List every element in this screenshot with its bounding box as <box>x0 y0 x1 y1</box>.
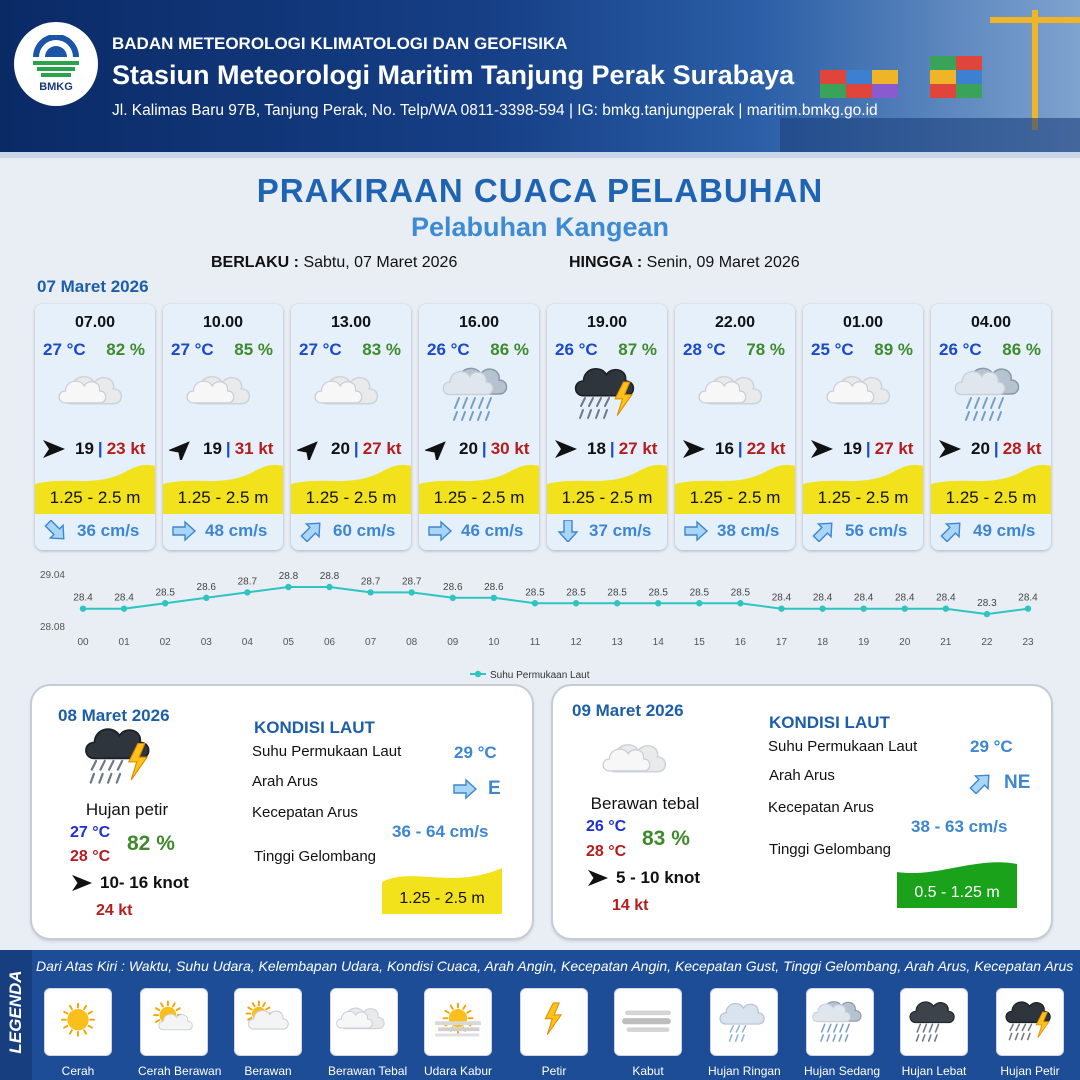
sst-chart <box>30 562 1060 687</box>
legend-label: Hujan Sedang <box>804 1064 881 1078</box>
card-current <box>43 518 153 544</box>
wind-direction-icon <box>169 438 195 460</box>
card-current-speed: 48 cm/s <box>205 521 268 540</box>
card-gust: 27 kt <box>874 439 914 458</box>
day2-wind-speed: 10- 16 knot <box>100 873 189 892</box>
card-humidity: 86 % <box>490 340 529 359</box>
x-tick-label: 11 <box>529 637 541 648</box>
current-arrow-icon <box>939 520 965 542</box>
x-tick-label: 01 <box>118 637 130 648</box>
day2-current-dir-value: E <box>488 778 501 799</box>
card-time: 22.00 <box>714 314 756 331</box>
card-humidity: 82 % <box>106 340 145 359</box>
card-time: 19.00 <box>586 314 628 331</box>
current-arrow-icon <box>452 778 478 800</box>
card-time: 10.00 <box>202 314 244 331</box>
sst-point <box>367 589 373 595</box>
sst-data-label: 28.7 <box>401 576 422 588</box>
legend-title: LEGENDA <box>6 970 25 1054</box>
card-wave-height: 1.25 - 2.5 m <box>561 488 653 507</box>
x-tick-label: 17 <box>775 637 788 648</box>
hujan-ringan-icon <box>715 996 773 1048</box>
sst-data-label: 28.3 <box>977 598 997 610</box>
sst-point <box>450 595 456 601</box>
card-wind-separator: | <box>993 439 999 458</box>
card-wind-separator: | <box>865 439 871 458</box>
card-current <box>811 518 921 544</box>
y-tick-label: 29.04 <box>39 570 65 581</box>
current-arrow-icon <box>171 520 197 542</box>
sst-data-label: 28.6 <box>443 581 463 593</box>
hujan-lebat-icon <box>905 996 963 1048</box>
valid-to <box>569 254 800 272</box>
card-humidity: 86 % <box>1002 340 1041 359</box>
legend-icon-box <box>520 988 588 1056</box>
current-arrow-icon <box>299 520 325 542</box>
card-time: 04.00 <box>970 314 1012 331</box>
x-tick-label: 09 <box>447 637 459 648</box>
sst-point <box>203 595 209 601</box>
wind-direction-icon <box>425 438 451 460</box>
petir-icon <box>525 996 583 1048</box>
legend-icon-box <box>614 988 682 1056</box>
card-wind-separator: | <box>609 439 615 458</box>
valid-from-label: BERLAKU : <box>211 254 299 271</box>
sst-point <box>819 605 825 611</box>
bmkg-emblem-icon <box>29 35 83 79</box>
card-current-speed: 38 cm/s <box>717 521 780 540</box>
card-wind-speed: 19 <box>75 439 94 458</box>
current-arrow-icon <box>43 520 69 542</box>
current-arrow-icon <box>811 520 837 542</box>
forecast-card <box>163 304 283 550</box>
legend-item <box>422 988 494 1078</box>
hujan-petir-icon <box>1001 996 1059 1048</box>
x-tick-label: 05 <box>282 637 294 648</box>
card-wave-height: 1.25 - 2.5 m <box>49 488 141 507</box>
valid-from <box>211 254 457 272</box>
card-gust: 31 kt <box>234 439 274 458</box>
card-humidity: 87 % <box>618 340 657 359</box>
card-temperature: 27 °C <box>171 340 214 359</box>
legend-label: Hujan Lebat <box>901 1064 967 1078</box>
day2-sea-heading: KONDISI LAUT <box>254 718 375 737</box>
legend-label: Udara Kabur <box>423 1064 493 1078</box>
berawan-tebal-icon <box>601 732 677 788</box>
card-wave-height: 1.25 - 2.5 m <box>945 488 1037 507</box>
x-tick-label: 22 <box>981 637 993 648</box>
day3-current-dir-value: NE <box>1004 772 1031 793</box>
sst-point <box>408 589 414 595</box>
legend-item <box>42 988 114 1078</box>
sst-data-label: 28.4 <box>73 592 93 604</box>
wind-direction-icon <box>41 438 67 460</box>
current-arrow-icon <box>683 520 709 542</box>
legend-label: Petir <box>541 1064 567 1078</box>
card-wind-speed: 19 <box>843 439 862 458</box>
card-wind-separator: | <box>737 439 743 458</box>
card-time: 13.00 <box>330 314 372 331</box>
sst-data-label: 28.4 <box>114 592 134 604</box>
sst-data-label: 28.4 <box>771 592 792 604</box>
station-address: Jl. Kalimas Baru 97B, Tanjung Perak, No. Telp/WA 0811-3398-594 | IG: bmkg.tanjungperak | maritim.bmkg.go.id <box>112 102 878 119</box>
card-humidity: 85 % <box>234 340 273 359</box>
card-current-speed: 49 cm/s <box>973 521 1036 540</box>
page-title: PRAKIRAAN CUACA PELABUHAN <box>256 172 824 209</box>
card-humidity: 78 % <box>746 340 785 359</box>
day2-wind <box>70 873 189 893</box>
card-current <box>939 518 1049 544</box>
card-current-speed: 37 cm/s <box>589 521 652 540</box>
station-name: Stasiun Meteorologi Maritim Tanjung Perak Surabaya <box>112 60 795 90</box>
sst-data-label: 28.4 <box>853 592 874 604</box>
sst-data-label: 28.5 <box>155 587 175 599</box>
card-temperature: 27 °C <box>43 340 86 359</box>
current-arrow-icon <box>427 520 453 542</box>
berawan-tebal-icon <box>313 364 389 434</box>
legend-label: Hujan Ringan <box>708 1064 781 1078</box>
header-banner <box>0 0 1080 158</box>
sst-point <box>532 600 538 606</box>
legend-label: Hujan Petir <box>1000 1064 1060 1078</box>
berawan-tebal-icon <box>335 996 393 1048</box>
day3-gust: 14 kt <box>612 897 649 914</box>
x-tick-label: 00 <box>77 637 89 648</box>
sst-data-label: 28.4 <box>936 592 956 604</box>
legend-side <box>0 950 32 1080</box>
forecast-card <box>803 304 923 550</box>
legend-icon-box <box>140 988 208 1056</box>
sst-point <box>696 600 702 606</box>
wind-direction-icon <box>937 438 963 460</box>
current-arrow-icon <box>968 772 994 794</box>
card-current-speed: 36 cm/s <box>77 521 140 540</box>
sst-data-label: 28.5 <box>566 587 586 599</box>
legend-label: Cerah Berawan <box>138 1064 222 1078</box>
current-arrow-icon <box>555 520 581 542</box>
berawan-tebal-icon <box>697 364 773 434</box>
header-divider <box>0 152 1080 158</box>
card-current-speed: 56 cm/s <box>845 521 908 540</box>
day2-humidity: 82 % <box>127 832 175 855</box>
card-temperature: 26 °C <box>555 340 598 359</box>
card-current <box>683 518 793 544</box>
day3-sst-label: Suhu Permukaan Laut <box>768 738 918 755</box>
sst-chart-svg <box>30 562 1060 687</box>
day3-wind-speed: 5 - 10 knot <box>616 868 701 887</box>
legend-icon-box <box>424 988 492 1056</box>
card-gust: 28 kt <box>1002 439 1042 458</box>
sst-data-label: 28.5 <box>730 587 751 599</box>
legend-item <box>518 988 590 1078</box>
legend-icon-box <box>900 988 968 1056</box>
y-tick-label: 28.08 <box>39 622 65 633</box>
card-gust: 27 kt <box>362 439 402 458</box>
x-tick-label: 14 <box>652 637 664 648</box>
card-humidity: 83 % <box>362 340 401 359</box>
x-tick-label: 02 <box>159 637 171 648</box>
card-current <box>299 518 409 544</box>
day2-condition: Hujan petir <box>85 800 169 819</box>
day2-temp-min: 27 °C <box>70 824 111 841</box>
card-time: 01.00 <box>842 314 884 331</box>
sst-point <box>984 611 990 617</box>
card-gust: 27 kt <box>618 439 658 458</box>
legend-item <box>138 988 222 1078</box>
legend-icon-box <box>806 988 874 1056</box>
card-wind-separator: | <box>225 439 231 458</box>
hujan-sedang-icon <box>811 996 869 1048</box>
forecast-card <box>547 304 667 550</box>
day2-sst-label: Suhu Permukaan Laut <box>252 743 402 760</box>
sst-point <box>778 605 784 611</box>
hujan-sedang-icon <box>441 364 517 434</box>
card-wind-speed: 16 <box>715 439 734 458</box>
legend-icon-box <box>44 988 112 1056</box>
forecast-card <box>35 304 155 550</box>
wind-direction-icon <box>586 868 610 888</box>
card-wind-separator: | <box>353 439 359 458</box>
day3-wave-label: Tinggi Gelombang <box>769 841 892 858</box>
legend-item <box>994 988 1066 1078</box>
card-wave-height: 1.25 - 2.5 m <box>817 488 909 507</box>
sst-point <box>614 600 620 606</box>
x-tick-label: 06 <box>323 637 336 648</box>
sst-series-line <box>83 587 1028 614</box>
day1-date: 07 Maret 2026 <box>37 277 149 296</box>
card-wind-separator: | <box>481 439 487 458</box>
wind-direction-icon <box>809 438 835 460</box>
berawan-tebal-icon <box>185 364 261 434</box>
sst-data-label: 28.6 <box>484 581 504 593</box>
sst-data-label: 28.7 <box>237 576 258 588</box>
sst-data-label: 28.4 <box>895 592 915 604</box>
legend-item <box>898 988 970 1078</box>
day3-date: 09 Maret 2026 <box>572 701 684 720</box>
sst-point <box>860 605 866 611</box>
x-tick-label: 04 <box>241 637 253 648</box>
day2-sst: 29 °C <box>454 743 497 762</box>
card-time: 16.00 <box>458 314 500 331</box>
sst-point <box>121 605 127 611</box>
card-wind-speed: 20 <box>971 439 990 458</box>
bmkg-logo <box>14 22 98 106</box>
sst-data-label: 28.5 <box>607 587 627 599</box>
x-tick-label: 23 <box>1022 637 1034 648</box>
wind-direction-icon <box>297 438 323 460</box>
x-tick-label: 13 <box>611 637 623 648</box>
day3-temp-min: 26 °C <box>586 818 627 835</box>
day3-humidity: 83 % <box>642 827 690 850</box>
day3-current-dir <box>968 772 1030 794</box>
day2-gust: 24 kt <box>96 902 133 919</box>
wind-direction-icon <box>681 438 707 460</box>
day3-panel <box>553 686 1051 938</box>
legend-item <box>612 988 684 1078</box>
berawan-tebal-icon <box>825 364 901 434</box>
card-wind-speed: 18 <box>587 439 606 458</box>
sst-data-label: 28.4 <box>812 592 833 604</box>
valid-to-value: Senin, 09 Maret 2026 <box>646 254 800 271</box>
card-humidity: 89 % <box>874 340 913 359</box>
legend <box>0 950 1080 1080</box>
card-current <box>171 518 281 544</box>
card-current-speed: 46 cm/s <box>461 521 524 540</box>
x-tick-label: 07 <box>365 637 377 648</box>
udara-kabur-icon <box>429 996 487 1048</box>
sst-point <box>902 605 908 611</box>
card-wind-separator: | <box>97 439 103 458</box>
sst-point <box>943 605 949 611</box>
forecast-card <box>291 304 411 550</box>
sst-point <box>326 584 332 590</box>
card-gust: 23 kt <box>106 439 146 458</box>
card-wave-height: 1.25 - 2.5 m <box>305 488 397 507</box>
card-temperature: 25 °C <box>811 340 854 359</box>
x-tick-label: 20 <box>899 637 911 648</box>
x-tick-label: 16 <box>734 637 746 648</box>
card-temperature: 28 °C <box>683 340 726 359</box>
sst-point <box>162 600 168 606</box>
valid-to-label: HINGGA : <box>569 254 643 271</box>
legend-marker <box>475 671 481 677</box>
day3-temp-max: 28 °C <box>586 843 627 860</box>
hujan-sedang-icon <box>953 364 1029 434</box>
day3-wave: 0.5 - 1.25 m <box>914 884 1000 901</box>
day3-sea-heading: KONDISI LAUT <box>769 713 890 732</box>
legend-item <box>232 988 304 1078</box>
port-illustration <box>780 0 1080 158</box>
card-wave-height: 1.25 - 2.5 m <box>689 488 781 507</box>
day2-current-speed-label: Kecepatan Arus <box>252 804 358 821</box>
hujan-petir-icon <box>569 364 645 434</box>
sst-data-label: 28.4 <box>1018 592 1038 604</box>
x-tick-label: 19 <box>858 637 870 648</box>
card-gust: 22 kt <box>746 439 786 458</box>
forecast-card <box>931 304 1051 550</box>
sst-point <box>655 600 661 606</box>
sst-data-label: 28.6 <box>196 581 216 593</box>
day3-sst: 29 °C <box>970 737 1013 756</box>
legend-icon-box <box>234 988 302 1056</box>
day2-current-speed: 36 - 64 cm/s <box>392 822 489 841</box>
legend-label: Berawan Tebal <box>328 1064 408 1078</box>
card-wind-speed: 20 <box>331 439 350 458</box>
day2-wave-label: Tinggi Gelombang <box>254 848 377 865</box>
x-tick-label: 08 <box>406 637 418 648</box>
cerah-icon <box>49 996 107 1048</box>
legend-icon-box <box>330 988 398 1056</box>
sst-data-label: 28.5 <box>525 587 545 599</box>
day3-condition: Berawan tebal <box>590 794 700 813</box>
legend-item <box>804 988 881 1078</box>
x-tick-label: 12 <box>570 637 582 648</box>
card-wind-speed: 19 <box>203 439 222 458</box>
legend-description: Dari Atas Kiri : Waktu, Suhu Udara, Kelembapan Udara, Kondisi Cuaca, Arah Angin, Kecepatan Angin, Kecepatan Gust, Tinggi Gelombang, Arah Arus, Kecepatan Arus <box>36 958 1074 974</box>
x-tick-label: 21 <box>940 637 952 648</box>
legend-label: Kabut <box>632 1064 664 1078</box>
kabut-icon <box>619 996 677 1048</box>
card-temperature: 27 °C <box>299 340 342 359</box>
day3-current-speed: 38 - 63 cm/s <box>911 817 1008 836</box>
card-wind-speed: 20 <box>459 439 478 458</box>
hujan-petir-icon <box>78 724 162 800</box>
berawan-tebal-icon <box>57 364 133 434</box>
day3-current-speed-label: Kecepatan Arus <box>768 799 874 816</box>
x-tick-label: 15 <box>693 637 705 648</box>
card-gust: 30 kt <box>490 439 530 458</box>
legend-item <box>708 988 780 1078</box>
sst-point <box>285 584 291 590</box>
legend-icon-box <box>996 988 1064 1056</box>
valid-from-value: Sabtu, 07 Maret 2026 <box>303 254 458 271</box>
card-temperature: 26 °C <box>939 340 982 359</box>
card-current-speed: 60 cm/s <box>333 521 396 540</box>
card-temperature: 26 °C <box>427 340 470 359</box>
forecast-card <box>419 304 539 550</box>
legend-item <box>328 988 408 1078</box>
organization-name: BADAN METEOROLOGI KLIMATOLOGI DAN GEOFISIKA <box>112 34 568 53</box>
card-current <box>427 518 537 544</box>
x-tick-label: 03 <box>200 637 212 648</box>
sst-data-label: 28.7 <box>360 576 381 588</box>
wind-direction-icon <box>70 873 94 893</box>
day3-wind <box>586 868 700 888</box>
sst-point <box>244 589 250 595</box>
sst-data-label: 28.5 <box>648 587 668 599</box>
legend-label: Cerah <box>61 1064 95 1078</box>
sst-point <box>80 605 86 611</box>
sst-data-label: 28.5 <box>689 587 710 599</box>
day2-current-dir <box>452 778 501 800</box>
sst-data-label: 28.8 <box>319 571 340 582</box>
forecast-card <box>675 304 795 550</box>
day2-date: 08 Maret 2026 <box>58 706 170 725</box>
day2-temp-max: 28 °C <box>70 848 111 865</box>
sst-point <box>737 600 743 606</box>
card-wave-height: 1.25 - 2.5 m <box>433 488 525 507</box>
day3-current-dir-label: Arah Arus <box>769 767 835 784</box>
legend-series-name: Suhu Permukaan Laut <box>490 670 590 681</box>
berawan-icon <box>239 996 297 1048</box>
day2-panel <box>32 686 532 938</box>
day2-wave: 1.25 - 2.5 m <box>399 890 485 907</box>
legend-icon-box <box>710 988 778 1056</box>
logo-text: BMKG <box>39 81 73 93</box>
sst-point <box>1025 605 1031 611</box>
card-current <box>555 518 665 544</box>
x-tick-label: 18 <box>817 637 829 648</box>
legend-label: Berawan <box>244 1064 292 1078</box>
sst-point <box>491 595 497 601</box>
sst-point <box>573 600 579 606</box>
card-time: 07.00 <box>74 314 116 331</box>
day2-current-dir-label: Arah Arus <box>252 773 318 790</box>
card-wave-height: 1.25 - 2.5 m <box>177 488 269 507</box>
sst-data-label: 28.8 <box>278 571 299 582</box>
cerah-berawan-icon <box>145 996 203 1048</box>
x-tick-label: 10 <box>488 637 500 648</box>
wind-direction-icon <box>553 438 579 460</box>
port-name: Pelabuhan Kangean <box>410 212 670 242</box>
